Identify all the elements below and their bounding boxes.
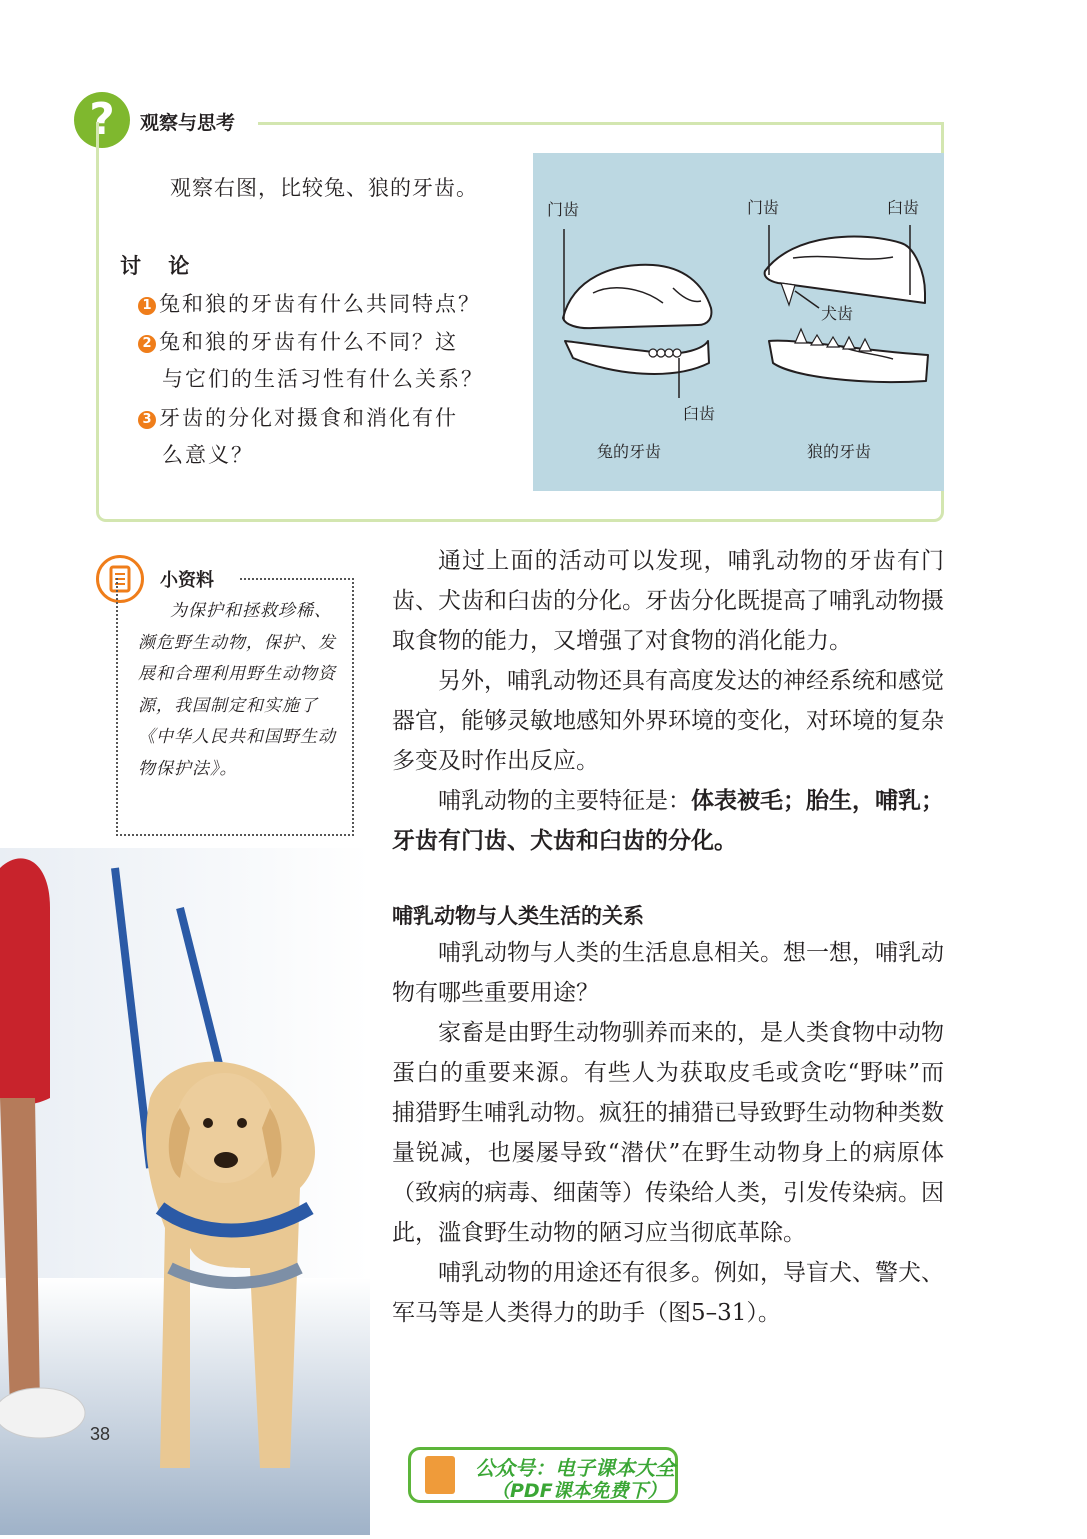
question-number-icon: 1 — [138, 297, 156, 315]
paragraph-teeth: 通过上面的活动可以发现，哺乳动物的牙齿有门齿、犬齿和臼齿的分化。牙齿分化既提高了哺乳动物摄取食物的能力，又增强了对食物的消化能力。 — [392, 548, 944, 654]
section-heading: 哺乳动物与人类生活的关系 — [392, 904, 644, 928]
watermark-line2: （PDF课本免费下） — [491, 1480, 667, 1502]
wolf-canine-label: 犬齿 — [821, 304, 854, 323]
question-icon: ? — [74, 92, 130, 148]
paragraph-livestock: 家畜是由野生动物驯养而来的，是人类食物中动物蛋白的重要来源。有些人为获取皮毛或贪吃“野味”而捕猎野生哺乳动物。疯狂的捕猎已导致野生动物种类数量锐减，也屡屡导致“潜伏”在野生动物身上的病原体（致病的病毒、细菌等）传染给人类，引发传染病。因此，滥食野生动物的陋习应当彻底革除。 — [392, 1020, 944, 1246]
rabbit-teeth-caption: 兔的牙齿 — [597, 442, 662, 461]
watermark-line1: 公众号：电子课本大全 — [475, 1456, 675, 1480]
paragraph-uses: 哺乳动物的用途还有很多。例如，导盲犬、警犬、军马等是人类得力的助手（图5–31）。 — [392, 1260, 944, 1326]
info-text: 为保护和拯救珍稀、濒危野生动物，保护、发展和合理利用野生动物资源，我国制定和实施了《中华人民共和国野生动物保护法》。 — [138, 601, 336, 779]
teeth-figure — [533, 153, 944, 491]
discussion-heading: 讨 论 — [120, 254, 200, 278]
page-number: 38 — [90, 1424, 111, 1444]
body-text-bottom — [392, 933, 944, 1333]
observe-instruction: 观察右图，比较兔、狼的牙齿。 — [170, 176, 478, 200]
wolf-teeth-caption: 狼的牙齿 — [807, 442, 872, 461]
guide-dog-photo — [0, 848, 370, 1535]
question-2: 2 兔和狼的牙齿有什么不同？这 与它们的生活习性有什么关系？ — [138, 324, 518, 398]
rabbit-incisor-label: 门齿 — [547, 200, 580, 219]
skull-drawings — [533, 153, 944, 491]
question-number-icon: 2 — [138, 335, 156, 353]
watermark-badge — [408, 1447, 678, 1503]
paragraph-nervous-system: 另外，哺乳动物还具有高度发达的神经系统和感觉器官，能够灵敏地感知外界环境的变化，对环境的复杂多变及时作出反应。 — [392, 668, 944, 774]
observe-title: 观察与思考 — [140, 112, 236, 134]
paragraph-relationship: 哺乳动物与人类的生活息息相关。想一想，哺乳动物有哪些重要用途？ — [392, 940, 944, 1006]
question-1: 1 兔和狼的牙齿有什么共同特点？ — [138, 286, 518, 323]
body-text-top — [392, 541, 944, 861]
wolf-molar-label: 臼齿 — [887, 198, 920, 217]
question-3: 3 牙齿的分化对摄食和消化有什 么意义？ — [138, 400, 518, 474]
wolf-incisor-label: 门齿 — [747, 198, 780, 217]
question-number-icon: 3 — [138, 411, 156, 429]
paragraph-characteristics: 哺乳动物的主要特征是：体表被毛；胎生，哺乳；牙齿有门齿、犬齿和臼齿的分化。 — [392, 788, 944, 854]
book-icon — [425, 1456, 455, 1494]
rabbit-molar-label: 臼齿 — [683, 404, 716, 423]
info-title: 小资料 — [160, 570, 214, 591]
